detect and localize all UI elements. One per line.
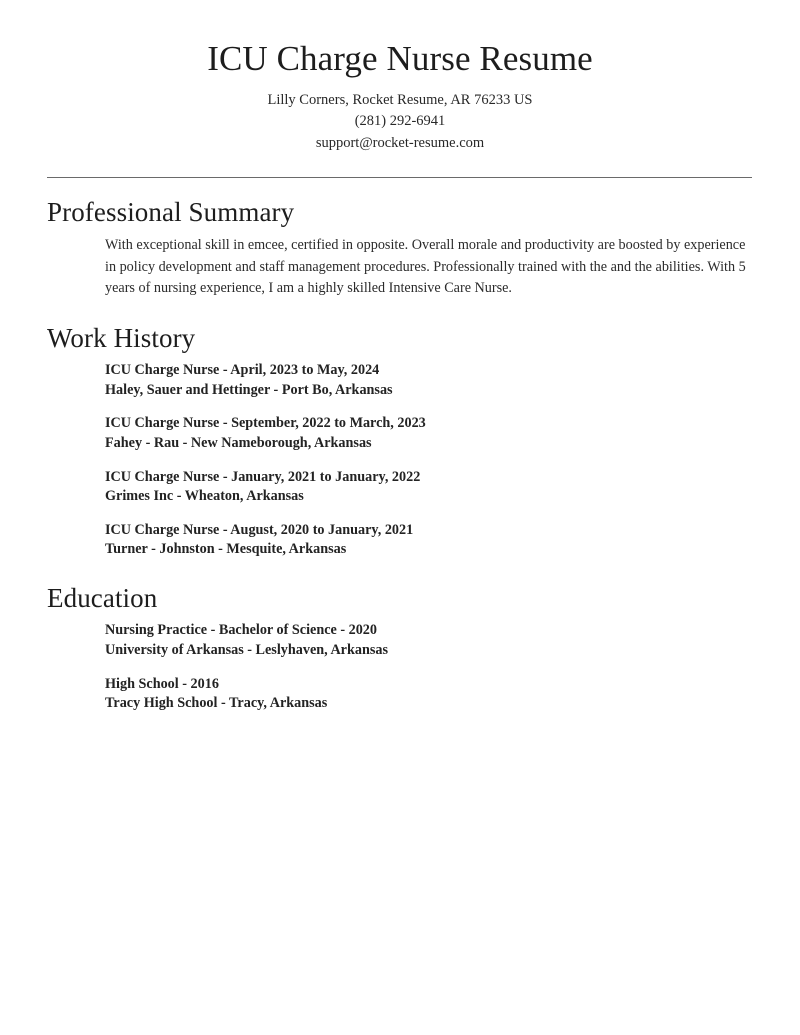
section-work-history: [0, 322, 800, 560]
section-education: [0, 582, 800, 714]
work-entry-title: ICU Charge Nurse - January, 2021 to January, 2022: [105, 468, 421, 485]
contact-block: [0, 90, 800, 153]
section-body-education: [47, 614, 800, 713]
header-divider: [47, 177, 752, 178]
work-history-entry: [105, 468, 800, 507]
work-history-entry: [105, 361, 800, 400]
work-entry-employer: Grimes Inc - Wheaton, Arkansas: [105, 488, 304, 505]
education-entry-title: Nursing Practice - Bachelor of Science - 2020: [105, 622, 377, 639]
contact-address: Lilly Corners, Rocket Resume, AR 76233 US: [267, 92, 533, 109]
work-history-entry: [105, 521, 800, 560]
education-entry-title: High School - 2016: [105, 675, 219, 692]
work-entry-title: ICU Charge Nurse - September, 2022 to March, 2023: [105, 415, 426, 432]
education-entry: [105, 675, 800, 714]
work-entry-title: ICU Charge Nurse - April, 2023 to May, 2024: [105, 362, 380, 379]
work-entry-employer: Haley, Sauer and Hettinger - Port Bo, Arkansas: [105, 381, 393, 398]
education-entry-institution: Tracy High School - Tracy, Arkansas: [105, 695, 328, 712]
professional-summary-text: With exceptional skill in emcee, certified in opposite. Overall morale and productivity are boosted by experience in policy development and staff management procedures. Professionally trained with the and the abilities. With 5 years of nursing experience, I am a highly skilled Intensive Care Nurse.: [105, 237, 746, 297]
work-entry-title: ICU Charge Nurse - August, 2020 to January, 2021: [105, 521, 414, 538]
contact-email: support@rocket-resume.com: [315, 134, 485, 151]
work-entry-employer: Turner - Johnston - Mesquite, Arkansas: [105, 541, 347, 558]
section-heading-education: Education: [47, 583, 158, 614]
section-body-professional-summary: [47, 228, 800, 300]
page-title: ICU Charge Nurse Resume: [207, 39, 593, 78]
section-body-work-history: [47, 354, 800, 560]
section-heading-professional-summary: Professional Summary: [47, 196, 295, 227]
education-entry: [105, 621, 800, 660]
work-entry-employer: Fahey - Rau - New Nameborough, Arkansas: [105, 435, 372, 452]
work-history-entry: [105, 414, 800, 453]
section-professional-summary: [0, 196, 800, 300]
resume-header: [0, 0, 800, 154]
section-heading-work-history: Work History: [47, 322, 196, 353]
education-entry-institution: University of Arkansas - Leslyhaven, Arkansas: [105, 642, 388, 659]
contact-phone: (281) 292-6941: [354, 113, 446, 130]
